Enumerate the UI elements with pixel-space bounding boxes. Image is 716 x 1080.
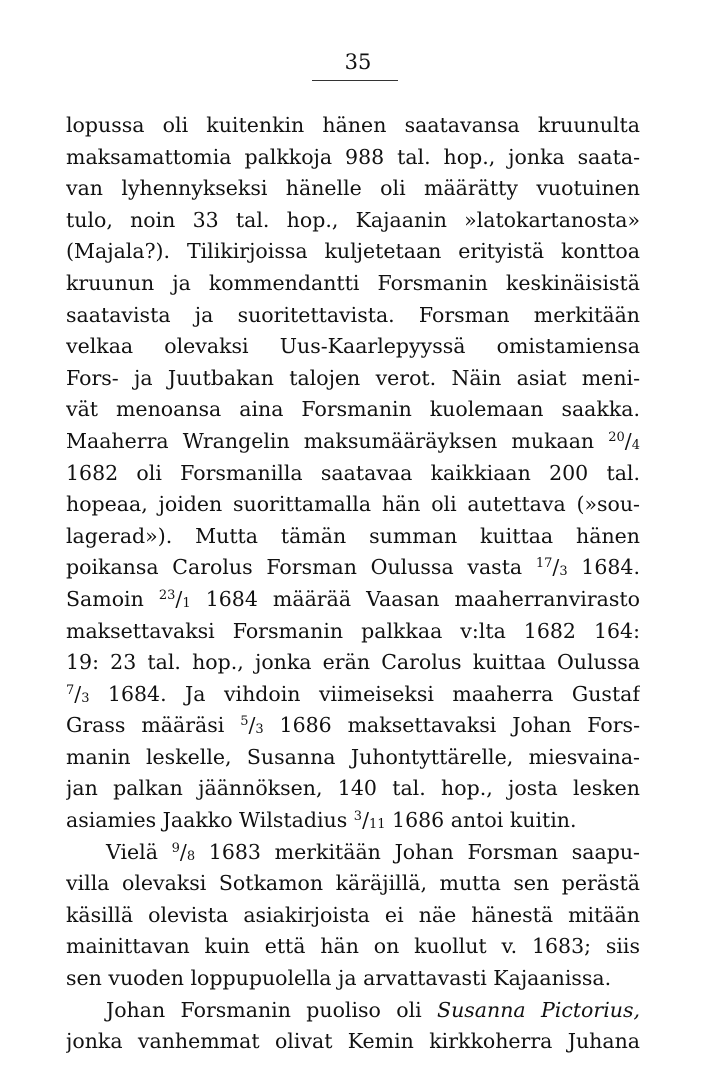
text-segment: 1682 oli Forsmanilla saatavaa kaikkiaan 200 tal. (66, 460, 640, 485)
text-line (66, 205, 640, 237)
body-text (66, 110, 640, 1058)
text-line (66, 300, 640, 332)
text-segment: (Majala?). Tilikirjoissa kuljetetaan erityistä konttoa (66, 239, 640, 264)
date-fraction-sup: 7 (66, 682, 75, 698)
text-segment: kruunun ja kommendantti Forsmanin keskinäisistä (66, 270, 640, 295)
text-segment: asiamies Jaakko Wilstadius (66, 808, 354, 833)
text-segment: poikansa Carolus Forsman Oulussa vasta (66, 555, 536, 580)
date-fraction-sub: 8 (186, 848, 196, 864)
date-fraction-sub: 11 (368, 817, 386, 833)
text-segment: 19: 23 tal. hop., jonka erän Carolus kuittaa Oulussa (66, 650, 640, 675)
text-segment: hopeaa, joiden suorittamalla hän oli autettava (»sou- (66, 492, 640, 517)
text-line (66, 268, 640, 300)
text-line (66, 236, 640, 268)
date-fraction-sub: 4 (631, 437, 640, 453)
text-line (66, 805, 640, 837)
text-line (66, 331, 640, 363)
text-line (66, 394, 640, 426)
text-segment: lagerad»). Mutta tämän summan kuittaa hänen (66, 523, 640, 548)
text-segment: mainittavan kuin että hän on kuollut v. 1683; siis (66, 934, 640, 959)
date-fraction-sub: 3 (81, 690, 90, 706)
page-number: 35 (344, 50, 372, 74)
text-line (66, 363, 640, 395)
text-line (66, 710, 640, 742)
text-segment: manin leskelle, Susanna Juhontyttärelle, miesvaina- (66, 744, 640, 769)
text-segment: 1684 määrää Vaasan maaherranvirasto (190, 586, 640, 611)
text-segment: Fors- ja Juutbakan talojen verot. Näin asiat meni- (66, 365, 640, 390)
text-line (66, 773, 640, 805)
text-segment: jonka vanhemmat olivat Kemin kirkkoherra Juhana (66, 1029, 640, 1054)
text-segment: Grass määräsi (66, 713, 241, 738)
text-segment: / (175, 586, 183, 611)
text-line (66, 647, 640, 679)
text-segment: 1686 maksettavaksi Johan Fors- (263, 713, 640, 738)
text-segment: 1684. (567, 555, 640, 580)
date-fraction-sub: 3 (559, 564, 568, 580)
date-fraction-sup: 23 (158, 587, 176, 603)
text-segment: / (179, 839, 187, 864)
text-line (66, 868, 640, 900)
text-line (66, 931, 640, 963)
text-segment: / (552, 555, 560, 580)
text-segment: / (74, 681, 82, 706)
text-line (66, 837, 640, 869)
text-line (66, 742, 640, 774)
text-line (66, 521, 640, 553)
text-line (66, 584, 640, 616)
text-line (66, 489, 640, 521)
date-fraction-sub: 1 (182, 595, 191, 611)
text-segment: van lyhennykseksi hänelle oli määrätty vuotuinen (66, 176, 640, 201)
text-segment: Vielä (106, 839, 172, 864)
text-segment: villa olevaksi Sotkamon käräjillä, mutta sen perästä (66, 871, 640, 896)
date-fraction-sup: 3 (353, 809, 363, 825)
text-line (66, 679, 640, 711)
text-segment: Samoin (66, 586, 159, 611)
text-segment: tulo, noin 33 tal. hop., Kajaanin »latokartanosta» (66, 207, 640, 232)
text-line (66, 995, 640, 1027)
text-segment: saatavista ja suoritettavista. Forsman merkitään (66, 302, 640, 327)
date-fraction-sup: 20 (608, 429, 625, 445)
text-line (66, 900, 640, 932)
text-segment: / (624, 428, 632, 453)
text-segment: / (362, 808, 369, 833)
text-segment: velkaa olevaksi Uus-Kaarlepyyssä omistamiensa (66, 334, 640, 359)
text-segment: Johan Forsmanin puoliso oli (106, 997, 438, 1022)
text-segment: Maaherra Wrangelin maksumääräyksen mukaan (66, 428, 609, 453)
text-segment: jan palkan jäännöksen, 140 tal. hop., josta lesken (66, 776, 640, 801)
text-segment: / (248, 713, 256, 738)
text-line (66, 616, 640, 648)
text-segment: lopussa oli kuitenkin hänen saatavansa kruunulta (66, 113, 640, 137)
text-line (66, 173, 640, 205)
text-segment: 1684. Ja vihdoin viimeiseksi maaherra Gustaf (89, 681, 640, 706)
date-fraction-sup: 9 (171, 840, 180, 856)
text-line (66, 426, 640, 458)
text-line (66, 963, 640, 995)
italic-name: Susanna Pictorius, (437, 997, 640, 1022)
text-segment: 1683 merkitään Johan Forsman saapu- (195, 839, 640, 864)
date-fraction-sub: 3 (255, 722, 264, 738)
text-segment: maksettavaksi Forsmanin palkkaa v:lta 1682 164: (66, 618, 640, 643)
date-fraction-sup: 17 (535, 556, 553, 572)
text-segment: vät menoansa aina Forsmanin kuolemaan saakka. (66, 397, 640, 422)
text-line (66, 142, 640, 174)
text-segment: sen vuoden loppupuolella ja arvattavasti Kajaanissa. (66, 966, 612, 991)
text-segment: 1686 antoi kuitin. (385, 808, 577, 833)
text-segment: maksamattomia palkkoja 988 tal. hop., jonka saata- (66, 144, 640, 169)
text-line (66, 552, 640, 584)
text-line (66, 110, 640, 142)
text-line (66, 458, 640, 490)
page-number-rule (312, 80, 398, 81)
text-segment: käsillä olevista asiakirjoista ei näe hänestä mitään (66, 902, 640, 927)
text-line (66, 1026, 640, 1058)
date-fraction-sup: 5 (240, 714, 249, 730)
